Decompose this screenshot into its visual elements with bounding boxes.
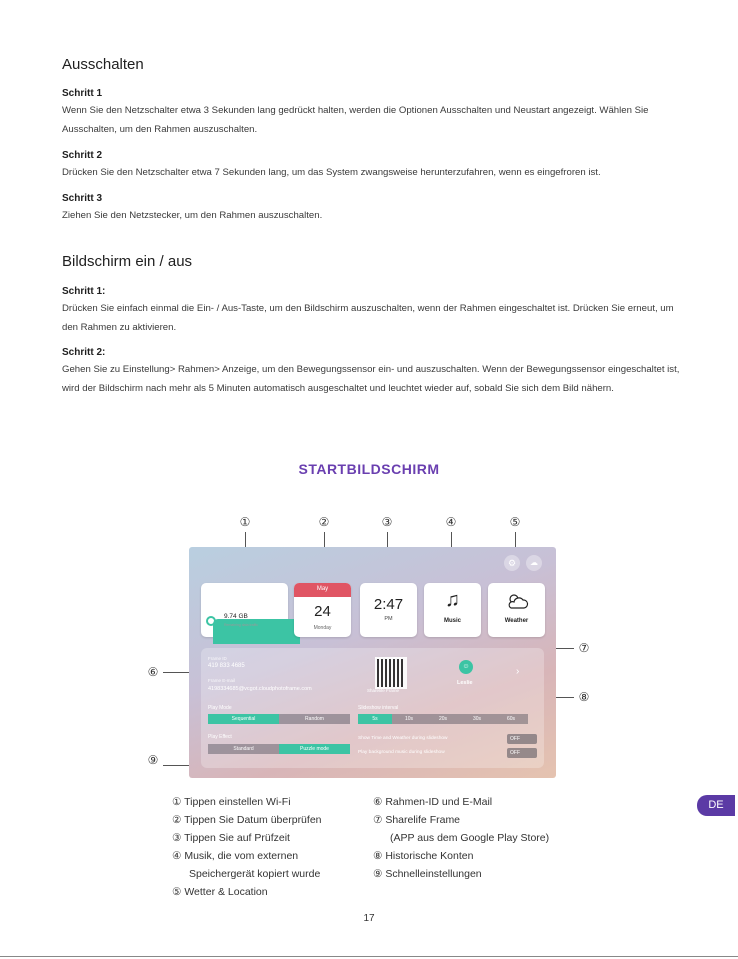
play-mode-label: Play Mode [208,705,232,711]
step-text: Wenn Sie den Netzschalter etwa 3 Sekunden lang gedrückt halten, werden die Optionen Ausschalten und Neustart angezeigt. Wählen Sie Ausschalten, um den Rahmen auszuschalten. [62,105,649,135]
time-tile[interactable] [360,583,417,637]
user-avatar-icon[interactable]: ☺ [459,660,473,674]
legend-item: Speichergerät kopiert wurde [189,868,321,880]
day: 24 [314,603,331,620]
legend-item: ④ Musik, die vom externen [172,850,299,862]
marker-9: ⑨ [147,753,159,767]
step-text: Ziehen Sie den Netzstecker, um den Rahmen auszuschalten. [62,210,323,221]
marker-3: ③ [381,515,393,529]
frame-id: 419 833 4685 [208,663,245,669]
legend-item: ⑨ Schnelleinstellungen [373,868,482,880]
interval-60s[interactable]: 60s [494,714,528,724]
legend-item: ⑥ Rahmen-ID und E-Mail [373,796,493,808]
step-label: Schritt 1: [62,286,106,297]
play-effect-standard[interactable]: Standard [208,744,279,754]
marker-1: ① [239,515,251,529]
interval-30s[interactable]: 30s [460,714,494,724]
play-mode-random[interactable]: Random [279,714,350,724]
user-name: Leslie [457,680,473,686]
storage-value: 9.74 GB [224,613,248,620]
legend-left [172,793,322,901]
section-heading-ausschalten: Ausschalten [62,56,144,73]
toggle-time-weather-label: Show Time and Weather during slideshow [358,736,448,741]
legend-item: ③ Tippen Sie auf Prüfzeit [172,832,290,844]
legend-item: ⑧ Historische Konten [373,850,474,862]
date-tile[interactable] [294,583,351,637]
step-label: Schritt 2 [62,150,103,161]
qr-code-icon [375,657,407,689]
wifi-status: Connected [224,596,246,601]
legend-item: ⑦ Sharelife Frame [373,814,461,826]
interval-5s[interactable]: 5s [358,714,392,724]
toggle-bg-music[interactable]: OFF [507,748,537,758]
interval-10s[interactable]: 10s [392,714,426,724]
wifi-name: SHENJUGRO... [224,587,267,593]
step-label: Schritt 2: [62,347,106,358]
cloud-icon[interactable]: ☁ [526,555,542,571]
marker-4: ④ [445,515,457,529]
interval-20s[interactable]: 20s [426,714,460,724]
qr-label: Sharelife Frame [367,688,400,693]
step-label: Schritt 3 [62,193,103,204]
legend-right [373,793,549,883]
marker-7: ⑦ [578,641,590,655]
home-screen-mockup [189,547,556,778]
weekday: Monday [313,625,332,631]
legend-item: ② Tippen Sie Datum überprüfen [172,814,322,826]
step-text: Gehen Sie zu Einstellung> Rahmen> Anzeige, um den Bewegungssensor ein- und auszuschalten. Wenn der Bewegungssensor eingeschaltet ist, wird der Bildschirm nach mehr als 5 Minuten automatisch ausgeschaltet und leuchtet wieder auf, sobald Sie sich dem Bild nähern. [62,364,680,394]
page-number: 17 [363,913,375,924]
settings-icon[interactable]: ⚙ [504,555,520,571]
marker-8: ⑧ [578,690,590,704]
step-text: Drücken Sie den Netzschalter etwa 7 Sekunden lang, um das System zwangsweise herunterzufahren, wenn es eingefroren ist. [62,167,601,178]
frame-email-label: Frame E-mail [208,678,236,683]
frame-email: 4198334685@vcgot.cloudphotoframe.com [208,686,312,692]
figure-title: STARTBILDSCHIRM [298,461,440,477]
legend-item: (APP aus dem Google Play Store) [390,832,550,844]
language-badge: DE [697,795,735,816]
ampm: PM [384,616,393,622]
section-heading-bildschirm: Bildschirm ein / aus [62,253,193,270]
step-label: Schritt 1 [62,88,103,99]
storage-sub: Remaining data traffic [224,623,258,627]
time: 2:47 [373,596,404,613]
marker-2: ② [318,515,330,529]
wifi-icon [206,587,218,600]
weather-label: Weather [504,618,529,624]
weather-icon [505,591,529,616]
chevron-right-icon[interactable]: › [516,666,520,677]
music-note-icon: ♫ [445,589,460,611]
legend-item: ① Tippen einstellen Wi-Fi [172,796,291,808]
play-mode-sequential[interactable]: Sequential [208,714,279,724]
divider [0,956,738,957]
marker-5: ⑤ [509,515,521,529]
toggle-time-weather[interactable]: OFF [507,734,537,744]
marker-6: ⑥ [147,665,159,679]
play-effect-puzzle[interactable]: Puzzle mode [279,744,350,754]
music-tile[interactable] [424,583,481,637]
data-usage-icon [206,616,216,626]
weather-tile[interactable] [488,583,545,637]
month: May [316,586,329,592]
slideshow-label: Slideshow interval [358,705,399,711]
toggle-bg-music-label: Play background music during slideshow [358,750,445,755]
frame-id-label: Frame ID [208,656,227,661]
play-effect-label: Play Effect [208,734,232,740]
music-label: Music [443,618,461,624]
step-text: Drücken Sie einfach einmal die Ein- / Aus-Taste, um den Bildschirm auszuschalten, wenn der Rahmen eingeschaltet ist. Drücken Sie erneut, um den Rahmen zu aktivieren. [62,303,674,333]
legend-item: ⑤ Wetter & Location [172,886,268,898]
